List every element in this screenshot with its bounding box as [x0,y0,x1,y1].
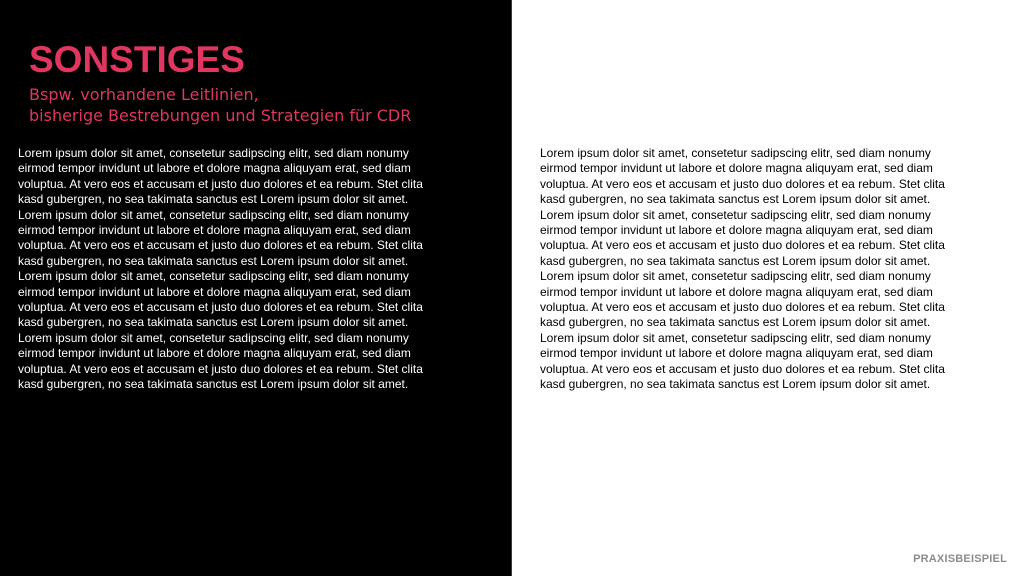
text-line: Lorem ipsum dolor sit amet, consetetur sadipscing elitr, sed diam nonumy [18,207,409,222]
text-line: Lorem ipsum dolor sit amet, consetetur sadipscing elitr, sed diam nonumy [540,207,931,222]
footer-label: PRAXISBEISPIEL [913,553,1007,565]
text-line: eirmod tempor invidunt ut labore et dolore magna aliquyam erat, sed diam [18,161,411,176]
text-line: eirmod tempor invidunt ut labore et dolore magna aliquyam erat, sed diam [18,346,411,361]
subtitle-line: Bspw. vorhandene Leitlinien, [29,85,259,104]
text-line: kasd gubergren, no sea takimata sanctus est Lorem ipsum dolor sit amet. [18,192,409,207]
text-line: voluptua. At vero eos et accusam et justo duo dolores et ea rebum. Stet clita [18,176,423,191]
text-line: Lorem ipsum dolor sit amet, consetetur sadipscing elitr, sed diam nonumy [18,330,409,345]
text-line: Lorem ipsum dolor sit amet, consetetur sadipscing elitr, sed diam nonumy [540,146,931,160]
text-line: voluptua. At vero eos et accusam et justo duo dolores et ea rebum. Stet clita [540,361,945,376]
text-line: voluptua. At vero eos et accusam et justo duo dolores et ea rebum. Stet clita [540,300,945,315]
text-line: kasd gubergren, no sea takimata sanctus est Lorem ipsum dolor sit amet. [18,315,409,330]
slide-subtitle [29,84,411,126]
left-body-text [18,146,423,393]
text-line: voluptua. At vero eos et accusam et justo duo dolores et ea rebum. Stet clita [18,238,423,253]
text-line: eirmod tempor invidunt ut labore et dolore magna aliquyam erat, sed diam [540,284,933,299]
text-line: eirmod tempor invidunt ut labore et dolore magna aliquyam erat, sed diam [540,223,933,238]
text-line: voluptua. At vero eos et accusam et justo duo dolores et ea rebum. Stet clita [540,238,945,253]
text-line: eirmod tempor invidunt ut labore et dolore magna aliquyam erat, sed diam [540,346,933,361]
text-line: eirmod tempor invidunt ut labore et dolore magna aliquyam erat, sed diam [18,284,411,299]
text-line: kasd gubergren, no sea takimata sanctus est Lorem ipsum dolor sit amet. [540,315,931,330]
text-line: Lorem ipsum dolor sit amet, consetetur sadipscing elitr, sed diam nonumy [18,269,409,284]
text-line: kasd gubergren, no sea takimata sanctus est Lorem ipsum dolor sit amet. [540,253,931,268]
text-line: Lorem ipsum dolor sit amet, consetetur sadipscing elitr, sed diam nonumy [540,330,931,345]
text-line: voluptua. At vero eos et accusam et justo duo dolores et ea rebum. Stet clita [540,176,945,191]
text-line: eirmod tempor invidunt ut labore et dolore magna aliquyam erat, sed diam [540,161,933,176]
text-line: Lorem ipsum dolor sit amet, consetetur sadipscing elitr, sed diam nonumy [18,146,409,160]
text-line: kasd gubergren, no sea takimata sanctus est Lorem ipsum dolor sit amet. [18,253,409,268]
text-line: voluptua. At vero eos et accusam et justo duo dolores et ea rebum. Stet clita [18,300,423,315]
subtitle-line: bisherige Bestrebungen und Strategien für CDR [29,106,412,125]
text-line: kasd gubergren, no sea takimata sanctus est Lorem ipsum dolor sit amet. [540,377,931,392]
slide-title: SONSTIGES [29,39,245,80]
text-line: kasd gubergren, no sea takimata sanctus est Lorem ipsum dolor sit amet. [18,377,409,392]
right-body-text [540,146,945,393]
text-line: voluptua. At vero eos et accusam et justo duo dolores et ea rebum. Stet clita [18,361,423,376]
text-line: Lorem ipsum dolor sit amet, consetetur sadipscing elitr, sed diam nonumy [540,269,931,284]
text-line: kasd gubergren, no sea takimata sanctus est Lorem ipsum dolor sit amet. [540,192,931,207]
text-line: eirmod tempor invidunt ut labore et dolore magna aliquyam erat, sed diam [18,223,411,238]
